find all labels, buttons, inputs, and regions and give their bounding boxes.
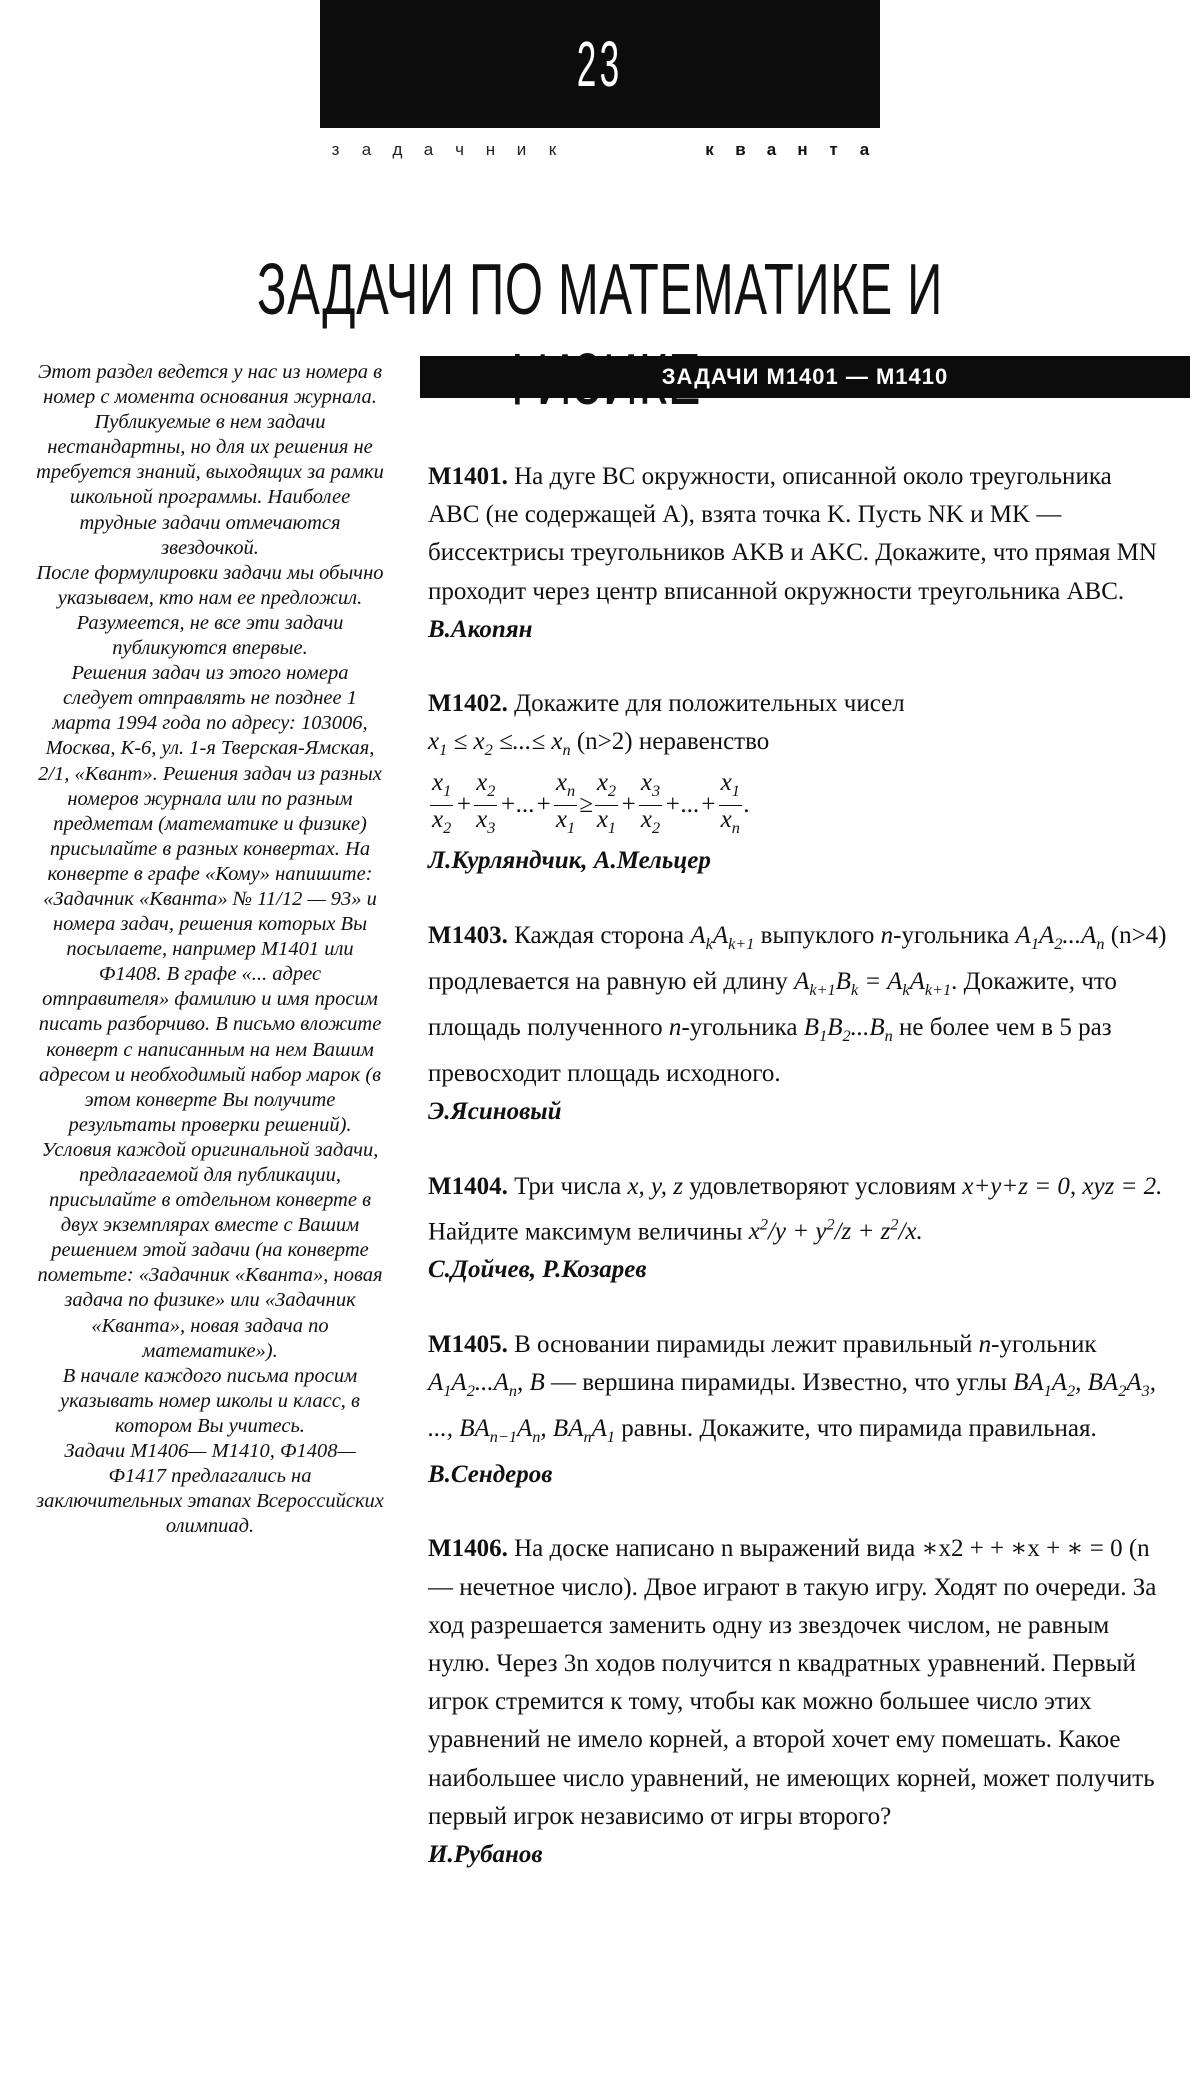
problem-text: Три числа (514, 1172, 622, 1200)
section-label: з а д а ч н и к к в а н т а (331, 140, 870, 159)
page-number: 23 (320, 0, 880, 128)
problem-number: М1405. (428, 1330, 508, 1358)
problem-number: М1401. (428, 463, 508, 490)
problem-m1405: М1405. В основании пирамиды лежит правильный n-угольник $A_1A_2...A_n$, B — вершина пирамиды. Известно, что углы $BA_1A_2$, $BA_2A_3$, ..., $BA_{n-1}A_n$, $BA_nA_1$ равны. Докажите, что пирамида правильная. В.Сендеров (428, 1326, 1168, 1495)
problem-text: . Докажите, что площадь полученного (428, 967, 1117, 1042)
problem-text: неравенство (638, 728, 770, 756)
problem-text: выпуклого (760, 921, 875, 949)
problem-author: С.Дойчев, Р.Козарев (428, 1256, 647, 1284)
intro-sidebar (36, 360, 384, 1539)
inequality-formula: $\frac{x_1}{x_2}$ + $\frac{x_2}{x_3}$ +...+ $\frac{x_n}{x_1}$ ≥ $\frac{x_2}{x_1}$ + $\frac{x_3}{x_2}$ +...+ $\frac{x_1}{x_n}$ . (432, 769, 751, 838)
problem-text: удовлетворяют условиям (689, 1172, 957, 1200)
intro-paragraph: В начале каждого письма просим указывать номер школы и класс, в котором Вы учитесь. (60, 1364, 360, 1437)
problem-text: В основании пирамиды лежит правильный (514, 1330, 973, 1358)
problem-text: не более чем в 5 раз превосходит площадь исходного. (428, 1014, 1112, 1088)
problem-author: И.Рубанов (428, 1841, 543, 1869)
problems-list (428, 458, 1168, 1910)
problem-text: (n>4) продлевается на равную ей длину (428, 921, 1167, 995)
problem-number: М1406. (428, 1535, 508, 1563)
problem-author: В.Сендеров (428, 1461, 553, 1489)
problem-text: На дуге BC окружности, описанной около треугольника ABC (не содержащей A), взята точка K. Пусть NK и MK — биссектрисы треугольников AKB и AKC. Докажите, что прямая MN проходит через центр вписанной окружности треугольника ABC. (428, 463, 1157, 605)
problem-m1406 (428, 1530, 1168, 1874)
problem-text: -угольник (991, 1330, 1097, 1358)
problem-author: Э.Ясиновый (428, 1098, 562, 1126)
problem-text: — вершина пирамиды. Известно, что углы (551, 1368, 1007, 1396)
intro-paragraph: После формулировки задачи мы обычно указываем, кто нам ее предложил. Разумеется, не все эти задачи публикуются впервые. (36, 561, 384, 660)
inequality-chain: $x_1 \le x_2$ ≤...≤ $x_n$ (428, 728, 571, 760)
problem-m1401 (428, 458, 1168, 649)
problem-text: Каждая сторона (514, 921, 685, 949)
intro-paragraph: Решения задач из этого номера следует отправлять не позднее 1 марта 1994 года по адресу: 103006, Москва, К-6, ул. 1-я Тверская-Ямская, 2/1, «Квант». Решения задач из разных номеров журнала или по разным предметам (математике и физике) присылайте в разных конвертах. На конверте в графе «Кому» напишите: «Задачник «Кванта» № 11/12 — 93» и номера задач, решения которых Вы посылаете, например М1401 или Ф1408. В графе «... адрес отправителя» фамилию и имя просим писать разборчиво. В письмо вложите конверт с написанным на нем Вашим адресом и необходимый набор марок (в этом конверте Вы получите результаты проверки решений). (38, 662, 382, 1136)
problem-text: Найдите максимум величины (428, 1218, 743, 1246)
page-title: ЗАДАЧИ ПО МАТЕМАТИКЕ И (257, 250, 943, 330)
condition: (n>2) (576, 728, 633, 756)
problem-author: Л.Курляндчик, А.Мельцер (428, 847, 711, 875)
problem-number: М1402. (428, 690, 508, 718)
problems-header: ЗАДАЧИ М1401 — М1410 (420, 356, 1190, 398)
problem-text: равны. Докажите, что пирамида правильная. (621, 1414, 1097, 1442)
problem-text: -угольника (893, 921, 1010, 949)
problem-number: М1403. (428, 921, 508, 949)
problem-author: В.Акопян (428, 615, 533, 643)
problem-number: М1404. (428, 1172, 508, 1200)
problem-text: -угольника (681, 1014, 798, 1042)
problem-m1403: М1403. Каждая сторона $A_kA_{k+1}$ выпуклого n-угольника $A_1A_2...A_n$ (n>4) продлевается на равную ей длину $A_{k+1}B_k = A_kA_{k+1}$. Докажите, что площадь полученного n-угольника $B_1B_2...B_n$ не более чем в 5 раз превосходит площадь исходного. Э.Ясиновый (428, 917, 1168, 1132)
problem-m1402 (428, 685, 1168, 881)
intro-paragraph: Этот раздел ведется у нас из номера в номер с момента основания журнала. Публикуемые в нем задачи нестандартны, но для их решения не требуется знаний, выходящих за рамки школьной программы. Наиболее трудные задачи отмечаются звездочкой. (36, 361, 384, 559)
problem-text: Докажите для положительных чисел (514, 690, 905, 718)
problem-m1404: М1404. Три числа x, y, z удовлетворяют условиям x+y+z = 0, xyz = 2. Найдите максимум величины $x^2/y + y^2/z + z^2/x$. С.Дойчев, Р.Козарев (428, 1168, 1168, 1290)
intro-paragraph: Задачи М1406— М1410, Ф1408—Ф1417 предлагались на заключительных этапах Всероссийских олимпиад. (36, 1440, 384, 1538)
problem-text: На доске написано n выражений вида ∗x2 + + ∗x + ∗ = 0 (n — нечетное число). Двое играют в такую игру. Ходят по очереди. За ход разрешается заменить одну из звездочек числом, не равным нулю. Через 3n ходов получится n квадратных уравнений. Первый игрок стремится к тому, чтобы как можно большее число этих уравнений не имело корней, а второй хочет ему помешать. Какое наибольшее число уравнений, не имеющих корней, может получить первый игрок независимо от игры второго? (428, 1535, 1157, 1830)
intro-paragraph: Условия каждой оригинальной задачи, предлагаемой для публикации, присылайте в отдельном конверте в двух экземплярах вместе с Вашим решением этой задачи (на конверте пометьте: «Задачник «Кванта», новая задача по физике» или «Задачник «Кванта», новая задача по математике»). (37, 1138, 383, 1362)
